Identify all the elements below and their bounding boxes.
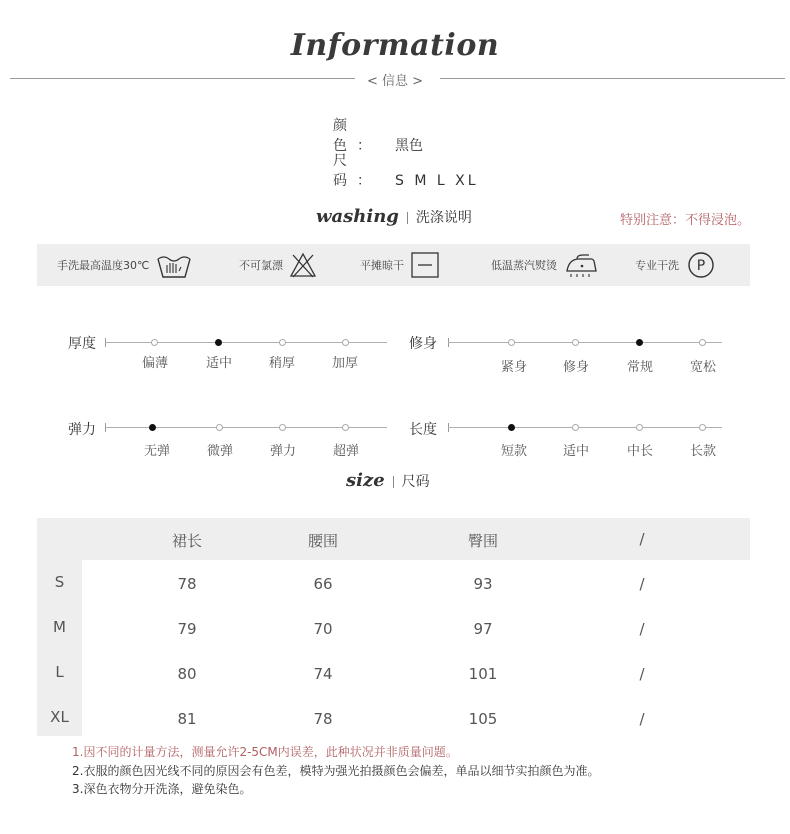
row-label: M bbox=[53, 618, 66, 636]
note-2: 2.衣服的颜色因光线不同的原因会有色差，模特为强光拍摄颜色会偏差，单品以细节实拍颜色为准。 bbox=[72, 764, 600, 778]
elasticity-option: 超弹 bbox=[332, 444, 359, 459]
wash-item-no-bleach: 不可氯漂 bbox=[239, 244, 317, 286]
page-title: Information bbox=[290, 28, 500, 63]
row-label: XL bbox=[50, 708, 69, 726]
steam-iron-icon bbox=[563, 251, 599, 279]
washing-band bbox=[37, 244, 750, 286]
column-header: 腰围 bbox=[307, 532, 338, 550]
fit-dot-0 bbox=[508, 339, 515, 346]
table-cell: 97 bbox=[473, 620, 493, 638]
color-row bbox=[333, 115, 423, 155]
elasticity-dot-2 bbox=[279, 424, 286, 431]
thickness-dot-3 bbox=[342, 339, 349, 346]
washing-note: 特别注意：不得浸泡。 bbox=[620, 213, 751, 228]
column-header: 臀围 bbox=[467, 532, 498, 550]
wash-item-dry-flat: 平摊晾干 bbox=[360, 244, 440, 286]
thickness-option: 偏薄 bbox=[141, 356, 168, 371]
table-cell: 101 bbox=[468, 665, 498, 683]
thickness-dot-1 bbox=[215, 339, 222, 346]
row-label: S bbox=[54, 573, 65, 591]
length-dot-0 bbox=[508, 424, 515, 431]
washing-heading: washing 洗涤说明 bbox=[316, 206, 472, 227]
length-dot-2 bbox=[636, 424, 643, 431]
size-heading: size 尺码 bbox=[346, 470, 430, 491]
table-cell: / bbox=[639, 665, 645, 683]
table-cell: 66 bbox=[313, 575, 333, 593]
thickness-option: 适中 bbox=[205, 356, 232, 371]
elasticity-option: 弹力 bbox=[269, 444, 296, 459]
table-cell: 78 bbox=[177, 575, 197, 593]
length-track bbox=[448, 427, 722, 428]
table-cell: 79 bbox=[177, 620, 197, 638]
row-label: L bbox=[55, 663, 64, 681]
fit-dot-3 bbox=[699, 339, 706, 346]
size-value: S M L XL bbox=[395, 173, 479, 189]
table-cell: 70 bbox=[313, 620, 333, 638]
elasticity-dot-0 bbox=[149, 424, 156, 431]
table-cell: / bbox=[639, 575, 645, 593]
fit-dot-1 bbox=[572, 339, 579, 346]
page-subtitle: < 信息 > bbox=[0, 70, 790, 89]
wash-item-steam-iron: 低温蒸汽熨烫 bbox=[491, 244, 599, 286]
table-cell: / bbox=[639, 710, 645, 728]
length-option: 中长 bbox=[626, 444, 653, 459]
elasticity-label: 弹力 bbox=[68, 422, 96, 438]
note-1: 1.因不同的计量方法，测量允许2-5CM内误差，此种状况并非质量问题。 bbox=[72, 745, 458, 759]
column-header: / bbox=[639, 530, 645, 548]
table-cell: 80 bbox=[177, 665, 197, 683]
thickness-dot-2 bbox=[279, 339, 286, 346]
fit-label: 修身 bbox=[409, 336, 437, 352]
fit-option: 常规 bbox=[626, 360, 653, 375]
size-label: 尺 码： bbox=[333, 153, 381, 189]
column-header: 裙长 bbox=[171, 532, 202, 550]
no-bleach-icon bbox=[289, 251, 317, 279]
wash-item-hand-wash: 手洗最高温度30℃ bbox=[57, 244, 193, 286]
fit-track bbox=[448, 342, 722, 343]
length-label: 长度 bbox=[409, 422, 437, 438]
fit-dot-2 bbox=[636, 339, 643, 346]
table-cell: 105 bbox=[468, 710, 498, 728]
table-cell: / bbox=[639, 620, 645, 638]
color-value: 黑色 bbox=[395, 138, 423, 154]
wash-item-dry-clean: 专业干洗 P bbox=[635, 244, 717, 286]
hand-wash-icon bbox=[155, 251, 193, 279]
fit-option: 修身 bbox=[562, 360, 589, 375]
dry-clean-icon bbox=[685, 251, 717, 279]
note-3: 3.深色衣物分开洗涤，避免染色。 bbox=[72, 782, 252, 796]
color-label: 颜 色： bbox=[333, 118, 381, 154]
fit-option: 宽松 bbox=[689, 360, 716, 375]
length-dot-1 bbox=[572, 424, 579, 431]
thickness-label: 厚度 bbox=[68, 336, 96, 352]
size-row bbox=[333, 150, 479, 190]
thickness-dot-0 bbox=[151, 339, 158, 346]
length-dot-3 bbox=[699, 424, 706, 431]
elasticity-option: 微弹 bbox=[206, 444, 233, 459]
dry-flat-icon bbox=[410, 251, 440, 279]
table-cell: 78 bbox=[313, 710, 333, 728]
table-cell: 93 bbox=[473, 575, 493, 593]
elasticity-option: 无弹 bbox=[143, 444, 170, 459]
table-cell: 74 bbox=[313, 665, 333, 683]
elasticity-dot-3 bbox=[342, 424, 349, 431]
fit-option: 紧身 bbox=[500, 360, 527, 375]
table-cell: 81 bbox=[177, 710, 197, 728]
thickness-option: 加厚 bbox=[331, 356, 358, 371]
svg-text:P: P bbox=[696, 258, 706, 274]
elasticity-dot-1 bbox=[216, 424, 223, 431]
thickness-option: 稍厚 bbox=[268, 356, 295, 371]
length-option: 适中 bbox=[562, 444, 589, 459]
length-option: 短款 bbox=[500, 444, 527, 459]
length-option: 长款 bbox=[689, 444, 716, 459]
